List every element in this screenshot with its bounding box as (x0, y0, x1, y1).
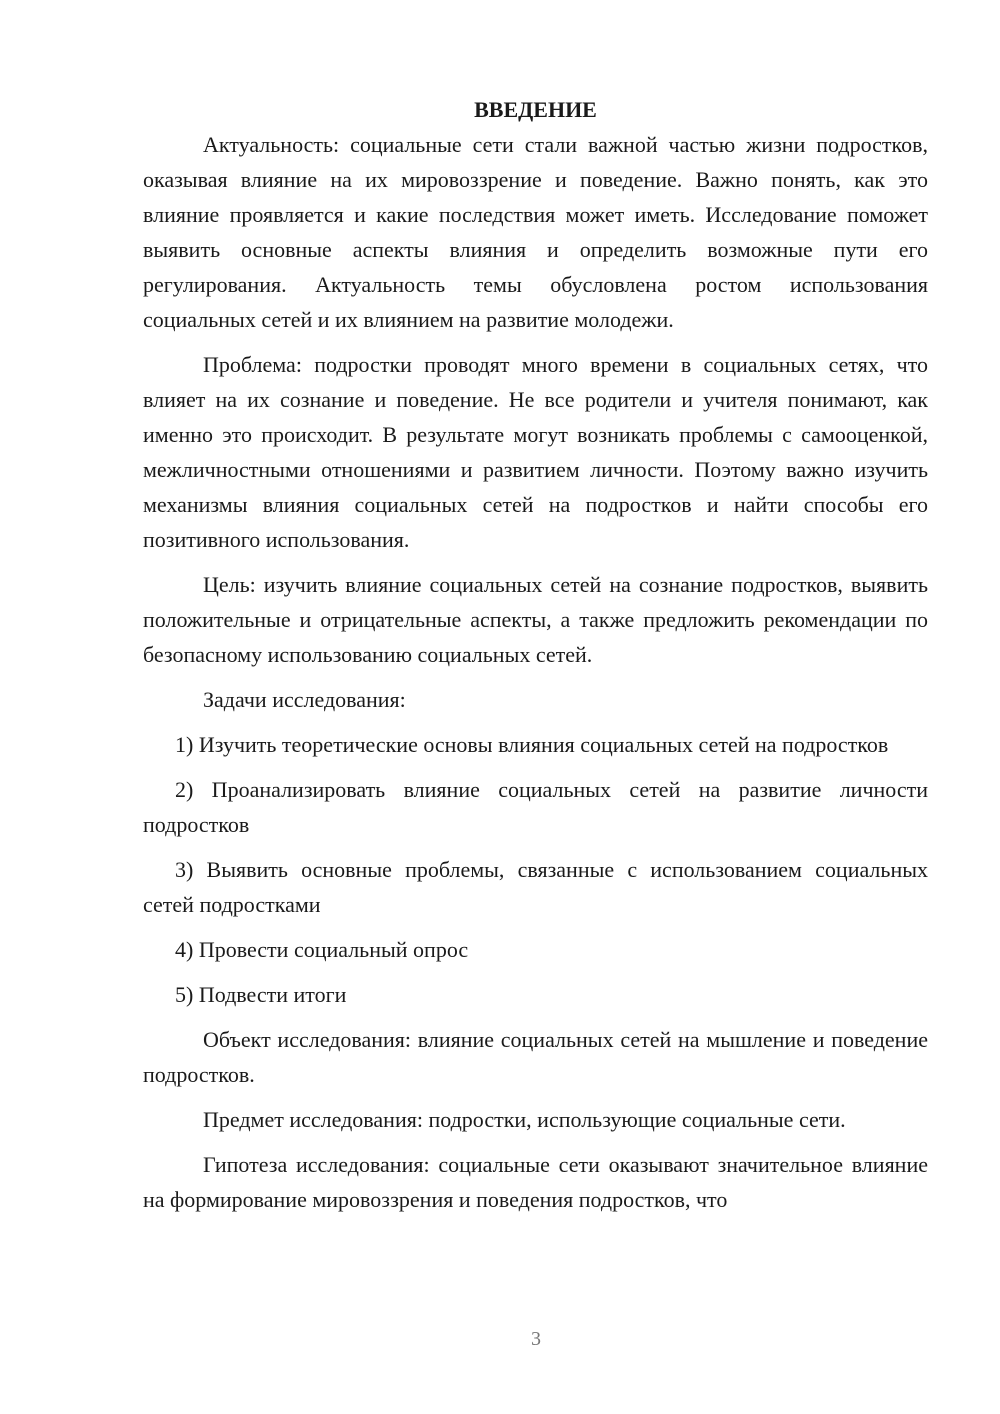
task-item-1: 1) Изучить теоретические основы влияния социальных сетей на подростков (175, 732, 889, 757)
tasks-heading: Задачи исследования: (203, 687, 406, 712)
page-number: 3 (531, 1328, 541, 1350)
task-item-4: 4) Провести социальный опрос (175, 937, 469, 962)
task-item-2: 2) Проанализировать влияние социальных сетей на развитие личности подростков (143, 777, 928, 837)
page-content (143, 92, 928, 1227)
paragraph-goal: Цель: изучить влияние социальных сетей на сознание подростков, выявить положительные и отрицательные аспекты, а также предложить рекомендации по безопасному использованию социальных сетей. (143, 572, 928, 667)
paragraph-relevance: Актуальность: социальные сети стали важной частью жизни подростков, оказывая влияние на их мировоззрение и поведение. Важно понять, как это влияние проявляется и какие последствия может иметь. Исследование поможет выявить основные аспекты влияния и определить возможные пути его регулирования. Актуальность темы обусловлена ростом использования социальных сетей и их влиянием на развитие молодежи. (143, 132, 928, 332)
paragraph-object: Объект исследования: влияние социальных сетей на мышление и поведение подростков. (143, 1027, 928, 1087)
paragraph-subject: Предмет исследования: подростки, использующие социальные сети. (203, 1107, 846, 1132)
paragraph-problem: Проблема: подростки проводят много времени в социальных сетях, что влияет на их сознание и поведение. Не все родители и учителя понимают, как именно это происходит. В результате могут возникать проблемы с самооценкой, межличностными отношениями и развитием личности. Поэтому важно изучить механизмы влияния социальных сетей на подростков и найти способы его позитивного использования. (143, 352, 928, 552)
paragraph-hypothesis: Гипотеза исследования: социальные сети оказывают значительное влияние на формирование мировоззрения и поведения подростков, что (143, 1152, 928, 1212)
task-item-5: 5) Подвести итоги (175, 982, 347, 1007)
task-item-3: 3) Выявить основные проблемы, связанные с использованием социальных сетей подростками (143, 857, 928, 917)
section-title: ВВЕДЕНИЕ (474, 97, 597, 122)
